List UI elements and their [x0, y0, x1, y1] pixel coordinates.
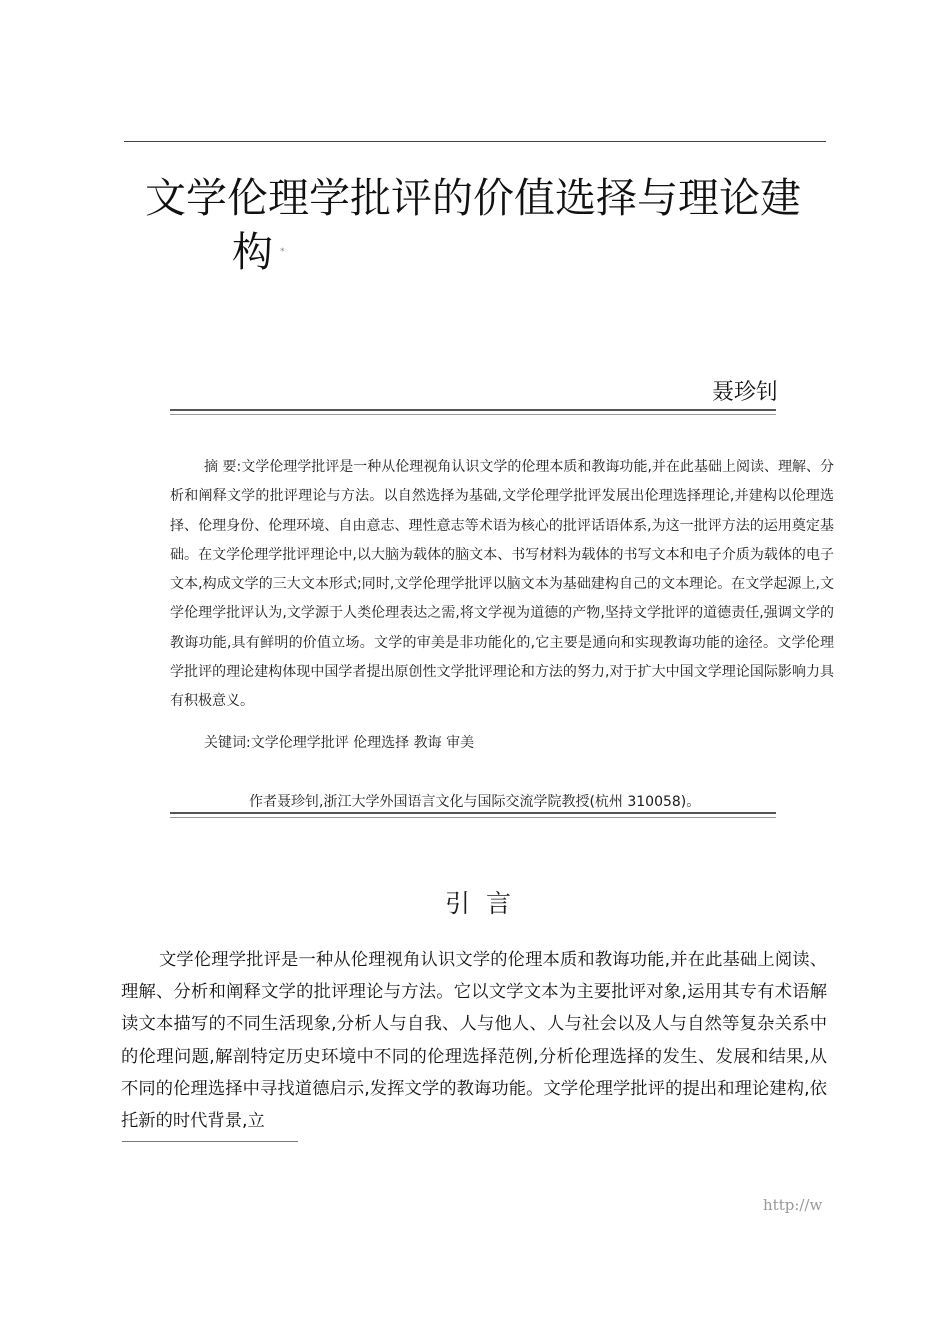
section-heading: 引言: [445, 889, 528, 918]
article-title-line-2: 构: [232, 228, 273, 276]
footnote-rule: [122, 1141, 298, 1142]
abstract-text: 文学伦理学批评是一种从伦理视角认识文学的伦理本质和教诲功能,并在此基础上阅读、理解、分析和阐释文学的批评理论与方法。以自然选择为基础,文学伦理学批评发展出伦理选择理论,并建构以伦理选择、伦理身份、伦理环境、自由意志、理性意志等术语为核心的批评话语体系,为这一批评方法的运用奠定基础。在文学伦理学批评理论中,以大脑为载体的脑文本、书写材料为载体的书写文本和电子介质为载体的电子文本,构成文学的三大文本形式;同时,文学伦理学批评以脑文本为基础建构自己的文本理论。在文学起源上,文学伦理学批评认为,文学源于人类伦理表达之需,将文学视为道德的产物,坚持文学批评的道德责任,强调文学的教诲功能,具有鲜明的价值立场。文学的审美是非功能化的,它主要是通向和实现教诲功能的途径。文学伦理学批评的理论建构体现中国学者提出原创性文学批评理论和方法的努力,对于扩大中国文学理论国际影响力具有积极意义。: [170, 459, 835, 710]
footer-url-fragment[interactable]: http://w: [763, 1196, 823, 1214]
abstract: [170, 453, 834, 717]
author-name: 聂珍钊: [712, 380, 779, 405]
keywords: [204, 731, 474, 755]
abstract-label: 摘 要:: [204, 459, 242, 475]
body-paragraph-text: 文学伦理学批评是一种从伦理视角认识文学的伦理本质和教诲功能,并在此基础上阅读、理解、分析和阐释文学的批评理论与方法。它以文学文本为主要批评对象,运用其专有术语解读文本描写的不同生活现象,分析人与自我、人与他人、人与社会以及人与自然等复杂关系中的伦理问题,解剖特定历史环境中不同的伦理选择范例,分析伦理选择的发生、发展和结果,从不同的伦理选择中寻找道德启示,发挥文学的教诲功能。文学伦理学批评的提出和理论建构,依托新的时代背景,立: [121, 950, 827, 1132]
top-rule: [124, 141, 826, 142]
keywords-label: 关键词:: [204, 735, 251, 751]
author-affiliation: 作者聂珍钊,浙江大学外国语言文化与国际交流学院教授(杭州 310058)。: [249, 794, 701, 810]
title-footnote-mark: *: [280, 247, 285, 257]
body-paragraph: [121, 944, 827, 1137]
keywords-items: 文学伦理学批评 伦理选择 教诲 审美: [250, 735, 475, 751]
article-title-line-1: 文学伦理学批评的价值选择与理论建: [145, 174, 801, 222]
author-divider: [170, 409, 776, 415]
affiliation-divider: [170, 812, 776, 818]
